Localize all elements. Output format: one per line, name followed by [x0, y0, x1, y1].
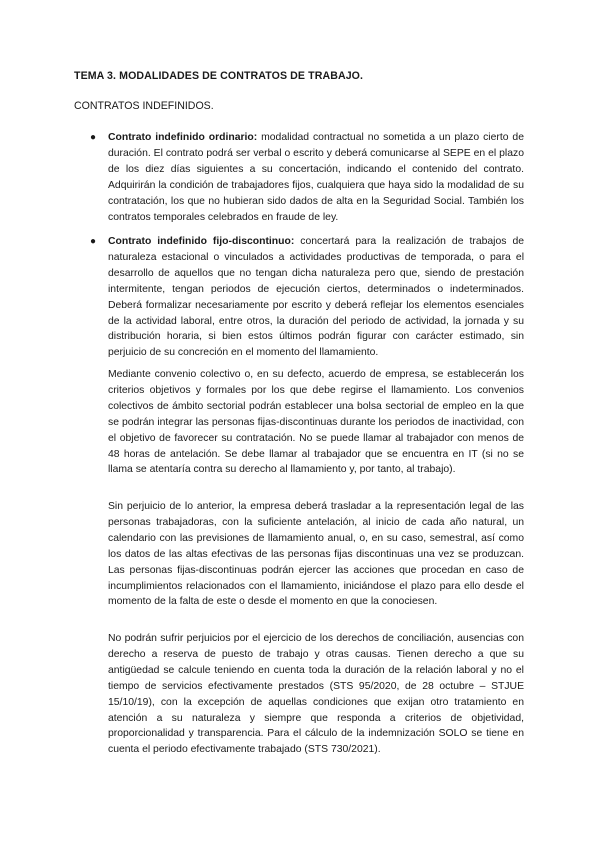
list-item-text: concertará para la realización de trabajos de naturaleza estacional o vinculados a actividades productivas de temporada, o para el desarrollo de aquellos que no tengan dicha naturaleza pero que, siendo de prestación intermitente, tengan periodos de ejecución ciertos, determinados o indeterminados. Deberá formalizar necesariamente por escrito y deberá reflejar los elementos esenciales de la actividad laboral, entre otros, la duración del periodo de actividad, la jornada y su distribución horaria, si bien estos últimos podrán figurar con carácter estimado, sin perjuicio de su concreción en el momento del llamamiento.: [108, 236, 524, 359]
section-heading: CONTRATOS INDEFINIDOS.: [74, 100, 214, 112]
bullet-icon: ●: [90, 132, 97, 143]
paragraph-calendario: Sin perjuicio de lo anterior, la empresa deberá trasladar a la representación legal de las personas trabajadoras, con la suficiente antelación, al inicio de cada año natural, un calendario con las previsiones de llamamiento anual, o, en su caso, semestral, así como los datos de las altas efectivas de las personas fijas discontinuas una vez se produzcan. Las personas fijas-discontinuas podrán ejercer las acciones que procedan en caso de incumplimientos relacionados con el llamamiento, iniciándose el plazo para ello desde el momento de la falta de este o desde el momento en que la conociesen.: [108, 501, 524, 608]
list-item-fijo-discontinuo: [108, 234, 524, 361]
list-item-heading: Contrato indefinido fijo-discontinuo:: [108, 236, 295, 247]
list-item-indefinido-ordinario: [108, 130, 524, 225]
paragraph-llamamiento: Mediante convenio colectivo o, en su defecto, acuerdo de empresa, se establecerán los criterios objetivos y formales por los que debe regirse el llamamiento. Los convenios colectivos de ámbito sectorial podrán establecer una bolsa sectorial de empleo en la que se podrán integrar las personas fijas-discontinuas durante los periodos de inactividad, con el objetivo de favorecer su contratación. No se puede llamar al trabajador con menos de 48 horas de antelación. Se debe llamar al trabajador que se encuentra en IT (si no se llama se atentaría contra su derecho al llamamiento y, por tanto, al trabajo).: [108, 369, 524, 476]
list-item-heading: Contrato indefinido ordinario:: [108, 132, 258, 143]
document-title: TEMA 3. MODALIDADES DE CONTRATOS DE TRABAJO.: [74, 70, 364, 82]
list-item-text: modalidad contractual no sometida a un plazo cierto de duración. El contrato podrá ser verbal o escrito y deberá comunicarse al SEPE en el plazo de los diez días siguientes a su concertación, indicando el contenido del contrato. Adquirirán la condición de trabajadores fijos, cualquiera que haya sido la modalidad de su contratación, los que no hubieran sido dados de alta en la Seguridad Social. También los contratos temporales celebrados en fraude de ley.: [108, 132, 524, 223]
bullet-icon: ●: [90, 236, 97, 247]
paragraph-derechos: No podrán sufrir perjuicios por el ejercicio de los derechos de conciliación, ausencias con derecho a reserva de puesto de trabajo y otras causas. Tienen derecho a que su antigüedad se calcule teniendo en cuenta toda la duración de la relación laboral y no el tiempo de servicios efectivamente prestados (STS 95/2020, de 28 octubre – STJUE 15/10/19), con la excepción de aquellas condiciones que exijan otro tratamiento en atención a su naturaleza y siempre que responda a criterios de objetividad, proporcionalidad y transparencia. Para el cálculo de la indemnización SOLO se tiene en cuenta el periodo efectivamente trabajado (STS 730/2021).: [108, 633, 524, 756]
